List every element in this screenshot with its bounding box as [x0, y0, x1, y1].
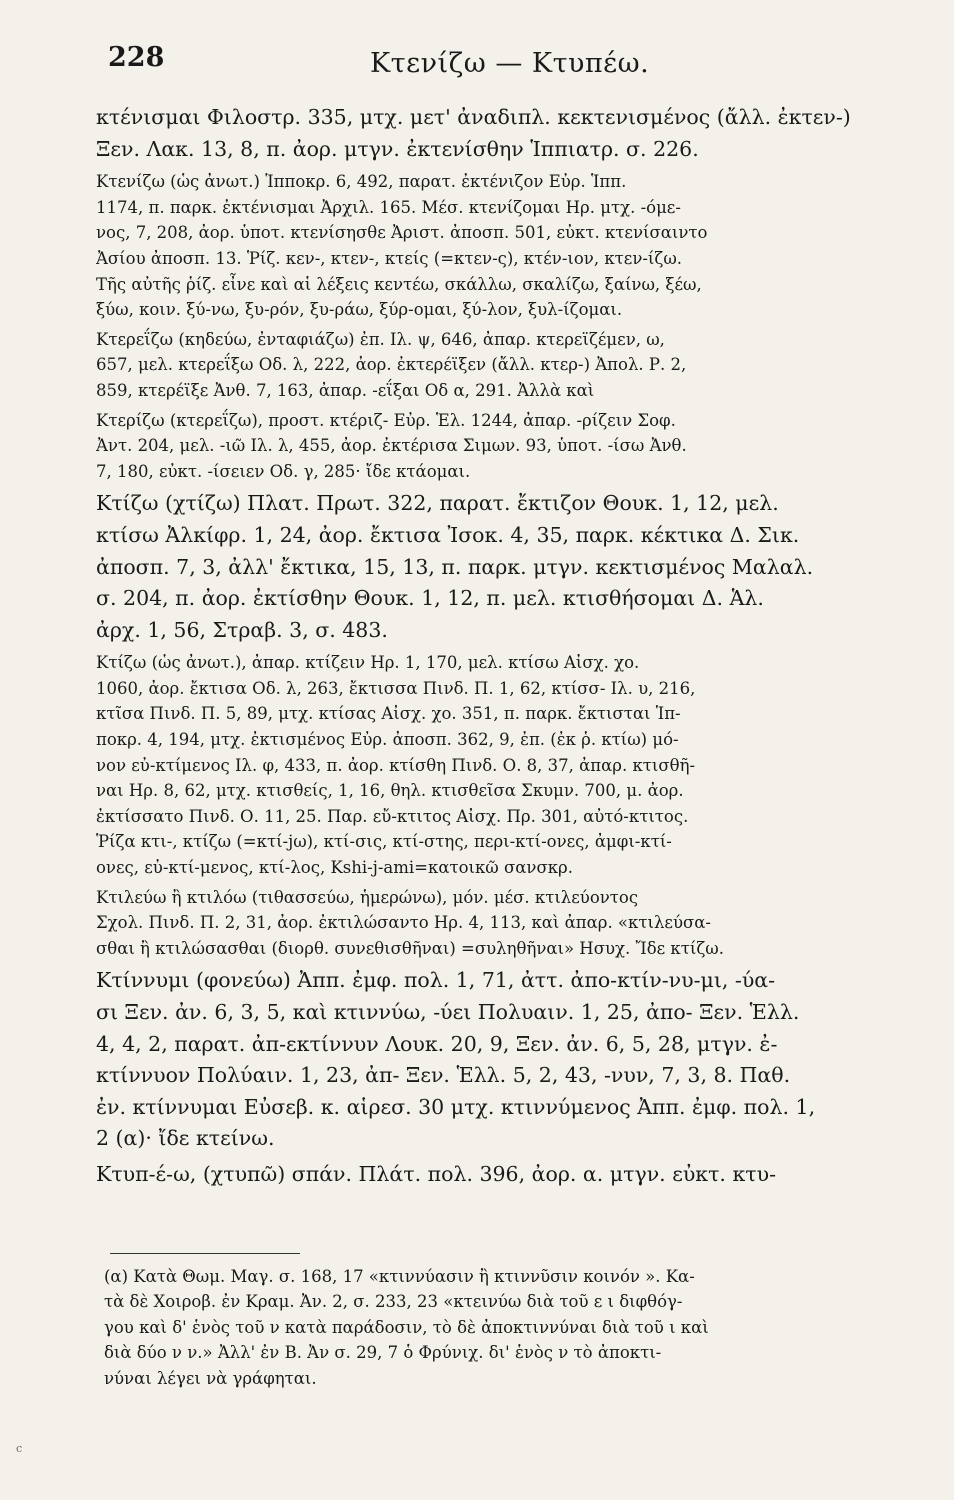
entry-line: σ. 204, π. ἀορ. ἐκτίσθην Θουκ. 1, 12, π. μελ. κτισθήσομαι Δ. Ἁλ.	[96, 586, 764, 611]
footnote-rule	[110, 1253, 300, 1254]
entry-line: Κτίζω (χτίζω) Πλατ. Πρωτ. 322, παρατ. ἔκτιζον Θουκ. 1, 12, μελ.	[96, 491, 779, 516]
entry-line: Ἀντ. 204, μελ. -ιῶ Ιλ. λ, 455, ἀορ. ἐκτέρισα Σιμων. 93, ὑποτ. -ίσω Ἀνθ.	[96, 436, 687, 456]
entry-line: σθαι ἢ κτιλώσασθαι (διορθ. συνεθισθῆναι) =συληθῆναι» Ησυχ. Ἴδε κτίζω.	[96, 938, 724, 958]
footnote-line: (α) Κατὰ Θωμ. Μαγ. σ. 168, 17 «κτιννύασιν ἢ κτιννῦσιν κοινόν ». Κα-	[104, 1267, 695, 1286]
entry-line: Κτίννυμι (φονεύω) Ἀππ. ἐμφ. πολ. 1, 71, ἀττ. ἀπο-κτίν-νυ-μι, -ύα-	[96, 968, 776, 993]
footnote-line: γου καὶ δ' ἑνὸς τοῦ ν κατὰ παράδοσιν, τὸ δὲ ἀποκτιννύναι διὰ τοῦ ι καὶ	[104, 1317, 709, 1337]
dictionary-entry	[96, 1159, 886, 1191]
entry-line: ἀρχ. 1, 56, Στραβ. 3, σ. 483.	[96, 617, 388, 642]
entry-line: Κτερεΐζω (κηδεύω, ἐνταφιάζω) ἐπ. Ιλ. ψ, 646, ἀπαρ. κτερεϊζέμεν, ω,	[96, 329, 665, 349]
entry-line: ἐν. κτίννυμαι Εὐσεβ. κ. αἱρεσ. 30 μτχ. κτιννύμενος Ἀππ. ἐμφ. πολ. 1,	[96, 1094, 816, 1119]
dictionary-entry	[96, 327, 886, 404]
entry-line: ξύω, κοιν. ξύ-νω, ξυ-ρόν, ξυ-ράω, ξύρ-ομαι, ξύ-λον, ξυλ-ίζομαι.	[96, 300, 623, 320]
entry-line: Κτενίζω (ὡς ἀνωτ.) Ἱπποκρ. 6, 492, παρατ. ἐκτένιζον Εὐρ. Ἱππ.	[96, 172, 627, 192]
entry-line: ονες, εὐ-κτί-μενος, κτί-λος, Kshi-j-ami=κατοικῶ σανσκρ.	[96, 858, 573, 878]
dictionary-entry	[96, 885, 886, 962]
page-header	[108, 42, 908, 88]
footnote-line: νύναι λέγει νὰ γράφηται.	[104, 1368, 317, 1388]
footnote-line: διὰ δύο ν ν.» Ἀλλ' ἐν Β. Ἀν σ. 29, 7 ὁ Φρύνιχ. δι' ἑνὸς ν τὸ ἀποκτι-	[104, 1343, 662, 1363]
dictionary-entry	[96, 650, 886, 880]
entry-line: Ῥίζα κτι-, κτίζω (=κτί-jω), κτί-σις, κτί-στης, περι-κτί-ονες, ἀμφι-κτί-	[96, 832, 672, 852]
running-title: Κτενίζω — Κτυπέω.	[370, 48, 650, 79]
entry-line: ἐκτίσσατο Πινδ. Ο. 11, 25. Παρ. εὔ-κτιτος Αἰσχ. Πρ. 301, αὐτό-κτιτος.	[96, 806, 689, 826]
entry-line: Κτίζω (ὡς ἀνωτ.), ἀπαρ. κτίζειν Ηρ. 1, 170, μελ. κτίσω Αἰσχ. χο.	[96, 653, 640, 673]
corner-mark: c	[16, 1442, 23, 1455]
dictionary-entry	[96, 102, 886, 165]
dictionary-entry	[96, 488, 886, 646]
entry-line: Κτυπ-έ-ω, (χτυπῶ) σπάν. Πλάτ. πολ. 396, ἀορ. α. μτγν. εὐκτ. κτυ-	[96, 1161, 777, 1186]
footnote	[104, 1264, 884, 1391]
entry-line: ποκρ. 4, 194, μτχ. ἐκτισμένος Εὐρ. ἀποσπ. 362, 9, ἐπ. (ἐκ ῥ. κτίω) μό-	[96, 730, 679, 750]
dictionary-entry	[96, 965, 886, 1155]
entry-line: ἀποσπ. 7, 3, ἀλλ' ἔκτικα, 15, 13, π. παρκ. μτγν. κεκτισμένος Μαλαλ.	[96, 554, 814, 579]
page-number: 228	[108, 42, 165, 73]
dictionary-body	[96, 102, 886, 1191]
entry-line: 1174, π. παρκ. ἐκτένισμαι Ἀρχιλ. 165. Μέσ. κτενίζομαι Ηρ. μτχ. -όμε-	[96, 197, 681, 217]
entry-line: 7, 180, εὐκτ. -ίσειεν Οδ. γ, 285· ἴδε κτάομαι.	[96, 461, 471, 481]
entry-line: κτίσω Ἀλκίφρ. 1, 24, ἀορ. ἔκτισα Ἰσοκ. 4, 35, παρκ. κέκτικα Δ. Σικ.	[96, 522, 800, 547]
entry-line: κτίννυον Πολύαιν. 1, 23, ἀπ- Ξεν. Ἑλλ. 5, 2, 43, -νυν, 7, 3, 8. Παθ.	[96, 1063, 791, 1088]
entry-line: 4, 4, 2, παρατ. ἀπ-εκτίννυν Λουκ. 20, 9, Ξεν. ἀν. 6, 5, 28, μτγν. ἐ-	[96, 1031, 778, 1056]
entry-line: σι Ξεν. ἀν. 6, 3, 5, καὶ κτιννύω, -ύει Πολυαιν. 1, 25, ἀπο- Ξεν. Ἑλλ.	[96, 1000, 800, 1024]
entry-line: Κτιλεύω ἢ κτιλόω (τιθασσεύω, ἡμερώνω), μόν. μέσ. κτιλεύοντος	[96, 887, 639, 907]
entry-line: 1060, ἀορ. ἔκτισα Οδ. λ, 263, ἔκτισσα Πινδ. Π. 1, 62, κτίσσ- Ιλ. υ, 216,	[96, 678, 696, 698]
entry-line: Τῆς αὐτῆς ῥίζ. εἶνε καὶ αἱ λέξεις κεντέω, σκάλλω, σκαλίζω, ξαίνω, ξέω,	[96, 274, 702, 294]
entry-line: 859, κτερέϊξε Ἀνθ. 7, 163, ἀπαρ. -εΐξαι Οδ α, 291. Ἀλλὰ καὶ	[96, 380, 595, 400]
entry-line: νον εὐ-κτίμενος Ιλ. φ, 433, π. ἀορ. κτίσθη Πινδ. Ο. 8, 37, ἀπαρ. κτισθῆ-	[96, 755, 696, 775]
entry-line: κτῖσα Πινδ. Π. 5, 89, μτχ. κτίσας Αἰσχ. χο. 351, π. παρκ. ἔκτισται Ἱπ-	[96, 704, 681, 724]
entry-line: ναι Ηρ. 8, 62, μτχ. κτισθείς, 1, 16, θηλ. κτισθεῖσα Σκυμν. 700, μ. ἀορ.	[96, 781, 684, 801]
entry-line: Σχολ. Πινδ. Π. 2, 31, ἀορ. ἐκτιλώσαντο Ηρ. 4, 113, καὶ ἀπαρ. «κτιλεύσα-	[96, 913, 711, 933]
entry-line: 657, μελ. κτερεΐξω Οδ. λ, 222, ἀορ. ἐκτερέϊξεν (ἄλλ. κτερ-) Ἀπολ. Ρ. 2,	[96, 355, 687, 375]
entry-line: Ξεν. Λακ. 13, 8, π. ἀορ. μτγν. ἐκτενίσθην Ἱππιατρ. σ. 226.	[96, 136, 699, 161]
dictionary-entry	[96, 169, 886, 323]
entry-line: κτένισμαι Φιλοστρ. 335, μτχ. μετ' ἀναδιπλ. κεκτενισμένος (ἄλλ. ἐκτεν-)	[96, 105, 851, 129]
entry-line: Ἀσίου ἀποσπ. 13. Ῥίζ. κεν-, κτεν-, κτείς (=κτεν-ς), κτέν-ιον, κτεν-ίζω.	[96, 248, 683, 268]
entry-line: νος, 7, 208, ἀορ. ὑποτ. κτενίσησθε Ἀριστ. ἀποσπ. 501, εὐκτ. κτενίσαιντο	[96, 223, 708, 243]
entry-line: Κτερίζω (κτερεΐζω), προστ. κτέριζ- Εὐρ. Ἑλ. 1244, ἀπαρ. -ρίζειν Σοφ.	[96, 410, 676, 430]
footnote-line: τὰ δὲ Χοιροβ. ἐν Κραμ. Ἀν. 2, σ. 233, 23 «κτεινύω διὰ τοῦ ε ι διφθόγ-	[104, 1292, 683, 1312]
dictionary-entry	[96, 408, 886, 485]
entry-line: 2 (α)· ἴδε κτείνω.	[96, 1126, 275, 1151]
